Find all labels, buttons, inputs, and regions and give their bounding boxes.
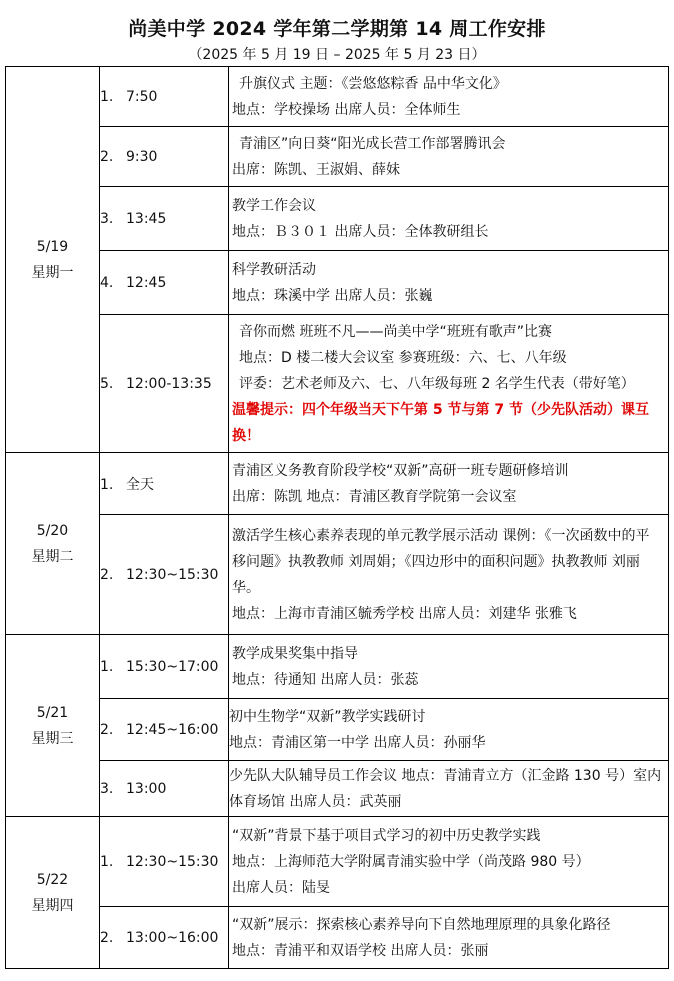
day-cell-tuesday [6,453,100,635]
item-time: 13:00~16:00 [126,929,219,946]
time-cell [100,187,229,251]
detail-cell [229,453,669,515]
detail-line: 地点：珠溪中学 出席人员：张巍 [232,287,433,304]
detail-cell [229,67,669,127]
item-number: 3. [100,210,114,227]
table-row [6,817,669,907]
day-weekday: 星期四 [31,897,74,914]
detail-line: “双新”展示：探索核心素养导向下自然地理原理的具象化路径 [232,916,611,933]
table-row [6,251,669,315]
table-row [6,315,669,453]
day-date: 5/19 [36,238,69,255]
detail-line: “双新”背景下基于项目式学习的初中历史教学实践 [232,827,541,844]
date-range: （2025 年 5 月 19 日 – 2025 年 5 月 23 日） [188,47,486,63]
detail-line: 出席人员：陆旻 [232,879,330,896]
detail-cell [229,635,669,699]
detail-line: 地点：青浦平和双语学校 出席人员：张丽 [232,942,489,959]
item-number: 3. [100,780,114,797]
detail-cell [229,127,669,187]
detail-line: 初中生物学“双新”教学实践研讨 [229,708,426,725]
item-number: 2. [100,148,114,165]
detail-cell [229,817,669,907]
day-date: 5/21 [36,704,69,721]
time-cell [100,907,229,969]
item-time: 12:45~16:00 [126,721,219,738]
detail-line: 教学成果奖集中指导 [232,645,358,662]
time-cell [100,453,229,515]
item-time: 13:00 [126,780,167,797]
item-number: 2. [100,566,114,583]
time-cell [100,251,229,315]
day-cell-thursday [6,817,100,969]
detail-line: 青浦区”向日葵“阳光成长营工作部署腾讯会 [239,135,506,152]
detail-line: 升旗仪式 主题：《尝悠悠粽香 品中华文化》 [239,75,507,92]
item-number: 2. [100,721,114,738]
item-time: 12:30~15:30 [126,566,219,583]
item-time: 15:30~17:00 [126,658,219,675]
detail-cell [229,907,669,969]
item-number: 2. [100,929,114,946]
detail-cell [229,251,669,315]
detail-line: 出席：陈凯、王淑娟、薛妹 [232,161,400,178]
time-cell [100,315,229,453]
table-row [6,699,669,761]
item-time: 7:50 [126,88,158,105]
detail-line: 激活学生核心素养表现的单元教学展示活动 课例：《一次函数中的平移问题》执教教师 刘周娟；《四边形中的面积问题》执教教师 刘丽华。 [232,527,650,596]
item-number: 4. [100,274,114,291]
detail-cell [229,515,669,635]
detail-line: 地点：上海师范大学附属青浦实验中学（尚茂路 980 号） [232,853,590,870]
item-time: 12:45 [126,274,167,291]
detail-line: 地点：D 楼二楼大会议室 参赛班级：六、七、八年级 [239,349,567,366]
day-cell-wednesday [6,635,100,817]
item-time: 13:45 [126,210,167,227]
item-number: 1. [100,658,114,675]
day-weekday: 星期二 [31,548,74,565]
time-cell [100,67,229,127]
time-cell [100,515,229,635]
time-cell [100,635,229,699]
schedule-table [5,66,669,969]
detail-line: 音你而燃 班班不凡——尚美中学“班班有歌声”比赛 [239,323,552,340]
item-time: 全天 [126,476,154,493]
table-row [6,187,669,251]
item-number: 1. [100,476,114,493]
detail-line: 科学教研活动 [232,261,316,278]
item-time: 12:00-13:35 [126,375,212,392]
detail-line: 出席：陈凯 地点：青浦区教育学院第一会议室 [232,488,517,505]
table-row [6,515,669,635]
detail-line: 地点：待通知 出席人员：张蕊 [232,671,419,688]
day-weekday: 星期一 [31,264,74,281]
detail-line: 地点：上海市青浦区毓秀学校 出席人员：刘建华 张雅飞 [232,605,577,622]
item-time: 9:30 [126,148,158,165]
time-cell [100,817,229,907]
detail-line: 青浦区义务教育阶段学校“双新”高研一班专题研修培训 [232,462,569,479]
detail-line: 地点：青浦区第一中学 出席人员：孙丽华 [229,734,486,751]
table-row [6,761,669,817]
item-number: 1. [100,853,114,870]
item-number: 5. [100,375,114,392]
item-time: 12:30~15:30 [126,853,219,870]
detail-line: 地点：学校操场 出席人员：全体师生 [232,101,461,118]
table-row [6,907,669,969]
time-cell [100,127,229,187]
detail-cell [229,315,669,453]
detail-cell [229,761,669,817]
table-row [6,453,669,515]
item-number: 1. [100,88,114,105]
detail-line: 少先队大队辅导员工作会议 地点：青浦青立方（汇金路 130 号）室内体育场馆 出席人员：武英丽 [229,767,662,810]
page-title: 尚美中学 2024 学年第二学期第 14 周工作安排 [128,18,546,40]
day-date: 5/22 [36,871,69,888]
table-row [6,127,669,187]
time-cell [100,699,229,761]
day-date: 5/20 [36,522,69,539]
warning-note: 温馨提示：四个年级当天下午第 5 节与第 7 节（少先队活动）课互换！ [232,401,649,444]
detail-line: 教学工作会议 [232,197,316,214]
detail-line: 评委：艺术老师及六、七、八年级每班 2 名学生代表（带好笔） [239,375,635,392]
day-cell-monday [6,67,100,453]
detail-cell [229,699,669,761]
detail-cell [229,187,669,251]
time-cell [100,761,229,817]
table-row [6,67,669,127]
day-weekday: 星期三 [31,730,74,747]
table-row [6,635,669,699]
detail-line: 地点：Ｂ３０１ 出席人员：全体教研组长 [232,223,489,240]
